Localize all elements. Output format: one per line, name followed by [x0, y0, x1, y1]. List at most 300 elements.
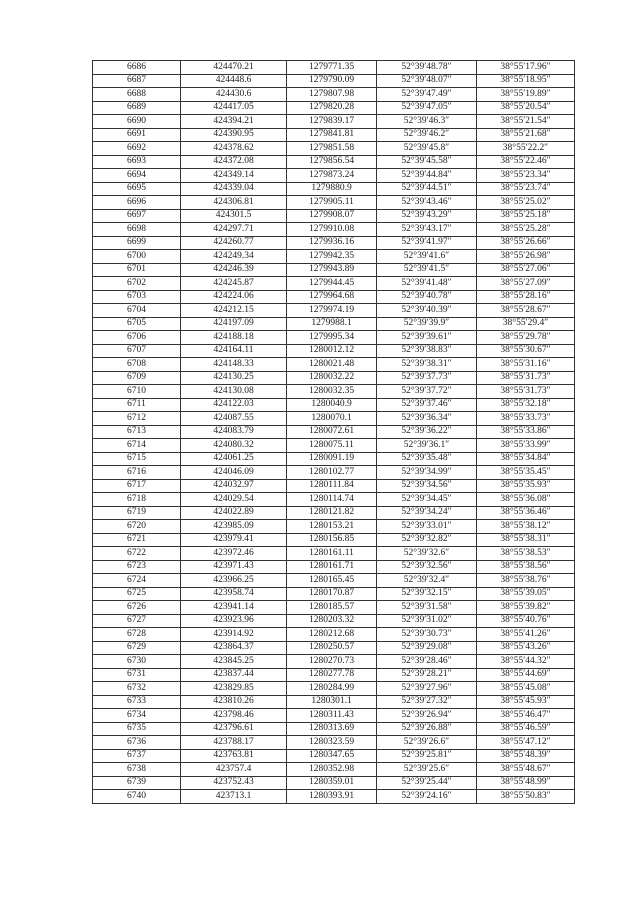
latitude-cell: 52°39′41.6″ — [377, 250, 477, 264]
latitude-cell: 52°39′32.15″ — [377, 587, 477, 601]
y-coordinate-cell: 1280091.19 — [287, 452, 377, 466]
longitude-cell: 38°55′39.05″ — [477, 587, 575, 601]
y-coordinate-cell: 1279839.17 — [287, 115, 377, 129]
y-coordinate-cell: 1280165.45 — [287, 574, 377, 588]
table-row — [93, 641, 575, 655]
latitude-cell: 52°39′25.6″ — [377, 763, 477, 777]
y-coordinate-cell: 1279974.19 — [287, 304, 377, 318]
table-row — [93, 88, 575, 102]
x-coordinate-cell: 423837.44 — [181, 668, 287, 682]
latitude-cell: 52°39′47.49″ — [377, 88, 477, 102]
y-coordinate-cell: 1280032.22 — [287, 371, 377, 385]
longitude-cell: 38°55′46.59″ — [477, 722, 575, 736]
y-coordinate-cell: 1280313.69 — [287, 722, 377, 736]
table-row — [93, 128, 575, 142]
longitude-cell: 38°55′26.98″ — [477, 250, 575, 264]
table-row — [93, 695, 575, 709]
longitude-cell: 38°55′45.08″ — [477, 682, 575, 696]
table-row — [93, 479, 575, 493]
point-number-cell: 6724 — [93, 574, 181, 588]
table-row — [93, 668, 575, 682]
y-coordinate-cell: 1280102.77 — [287, 466, 377, 480]
latitude-cell: 52°39′44.51″ — [377, 182, 477, 196]
table-row — [93, 101, 575, 115]
table-row — [93, 169, 575, 183]
point-number-cell: 6687 — [93, 74, 181, 88]
x-coordinate-cell: 424197.09 — [181, 317, 287, 331]
latitude-cell: 52°39′27.96″ — [377, 682, 477, 696]
y-coordinate-cell: 1279851.58 — [287, 142, 377, 156]
longitude-cell: 38°55′29.78″ — [477, 331, 575, 345]
latitude-cell: 52°39′40.78″ — [377, 290, 477, 304]
point-number-cell: 6735 — [93, 722, 181, 736]
table-row — [93, 236, 575, 250]
table-row — [93, 304, 575, 318]
point-number-cell: 6720 — [93, 520, 181, 534]
longitude-cell: 38°55′23.34″ — [477, 169, 575, 183]
x-coordinate-cell: 423979.41 — [181, 533, 287, 547]
x-coordinate-cell: 424130.08 — [181, 385, 287, 399]
y-coordinate-cell: 1280111.84 — [287, 479, 377, 493]
latitude-cell: 52°39′26.88″ — [377, 722, 477, 736]
point-number-cell: 6734 — [93, 709, 181, 723]
point-number-cell: 6707 — [93, 344, 181, 358]
longitude-cell: 38°55′44.32″ — [477, 655, 575, 669]
point-number-cell: 6717 — [93, 479, 181, 493]
table-row — [93, 628, 575, 642]
latitude-cell: 52°39′36.34″ — [377, 412, 477, 426]
latitude-cell: 52°39′48.07″ — [377, 74, 477, 88]
y-coordinate-cell: 1280185.57 — [287, 601, 377, 615]
latitude-cell: 52°39′39.61″ — [377, 331, 477, 345]
coordinate-table — [92, 60, 575, 804]
table-row — [93, 223, 575, 237]
latitude-cell: 52°39′32.82″ — [377, 533, 477, 547]
longitude-cell: 38°55′22.46″ — [477, 155, 575, 169]
longitude-cell: 38°55′44.69″ — [477, 668, 575, 682]
latitude-cell: 52°39′24.16″ — [377, 790, 477, 804]
y-coordinate-cell: 1279771.35 — [287, 61, 377, 75]
x-coordinate-cell: 424448.6 — [181, 74, 287, 88]
y-coordinate-cell: 1280203.32 — [287, 614, 377, 628]
point-number-cell: 6730 — [93, 655, 181, 669]
x-coordinate-cell: 424306.81 — [181, 196, 287, 210]
y-coordinate-cell: 1280114.74 — [287, 493, 377, 507]
latitude-cell: 52°39′30.73″ — [377, 628, 477, 642]
x-coordinate-cell: 424212.15 — [181, 304, 287, 318]
x-coordinate-cell: 423923.96 — [181, 614, 287, 628]
y-coordinate-cell: 1280250.57 — [287, 641, 377, 655]
x-coordinate-cell: 423829.85 — [181, 682, 287, 696]
latitude-cell: 52°39′28.21″ — [377, 668, 477, 682]
y-coordinate-cell: 1280021.48 — [287, 358, 377, 372]
longitude-cell: 38°55′33.86″ — [477, 425, 575, 439]
x-coordinate-cell: 423971.43 — [181, 560, 287, 574]
y-coordinate-cell: 1280156.85 — [287, 533, 377, 547]
latitude-cell: 52°39′28.46″ — [377, 655, 477, 669]
table-row — [93, 425, 575, 439]
x-coordinate-cell: 424430.6 — [181, 88, 287, 102]
latitude-cell: 52°39′29.08″ — [377, 641, 477, 655]
table-row — [93, 331, 575, 345]
point-number-cell: 6705 — [93, 317, 181, 331]
latitude-cell: 52°39′37.72″ — [377, 385, 477, 399]
longitude-cell: 38°55′28.67″ — [477, 304, 575, 318]
latitude-cell: 52°39′27.32″ — [377, 695, 477, 709]
y-coordinate-cell: 1279988.1 — [287, 317, 377, 331]
point-number-cell: 6713 — [93, 425, 181, 439]
table-row — [93, 115, 575, 129]
y-coordinate-cell: 1280277.78 — [287, 668, 377, 682]
x-coordinate-cell: 423763.81 — [181, 749, 287, 763]
y-coordinate-cell: 1280347.65 — [287, 749, 377, 763]
x-coordinate-cell: 424245.87 — [181, 277, 287, 291]
longitude-cell: 38°55′27.06″ — [477, 263, 575, 277]
table-row — [93, 587, 575, 601]
point-number-cell: 6719 — [93, 506, 181, 520]
table-row — [93, 709, 575, 723]
y-coordinate-cell: 1280352.98 — [287, 763, 377, 777]
latitude-cell: 52°39′45.58″ — [377, 155, 477, 169]
table-body — [93, 61, 575, 804]
x-coordinate-cell: 424164.11 — [181, 344, 287, 358]
longitude-cell: 38°55′38.76″ — [477, 574, 575, 588]
x-coordinate-cell: 424260.77 — [181, 236, 287, 250]
x-coordinate-cell: 423713.1 — [181, 790, 287, 804]
y-coordinate-cell: 1280301.1 — [287, 695, 377, 709]
longitude-cell: 38°55′50.83″ — [477, 790, 575, 804]
y-coordinate-cell: 1280359.01 — [287, 776, 377, 790]
point-number-cell: 6706 — [93, 331, 181, 345]
y-coordinate-cell: 1280121.82 — [287, 506, 377, 520]
y-coordinate-cell: 1279908.07 — [287, 209, 377, 223]
x-coordinate-cell: 424394.21 — [181, 115, 287, 129]
point-number-cell: 6725 — [93, 587, 181, 601]
longitude-cell: 38°55′38.12″ — [477, 520, 575, 534]
latitude-cell: 52°39′43.17″ — [377, 223, 477, 237]
table-row — [93, 520, 575, 534]
y-coordinate-cell: 1280270.73 — [287, 655, 377, 669]
x-coordinate-cell: 424339.04 — [181, 182, 287, 196]
latitude-cell: 52°39′36.1″ — [377, 439, 477, 453]
point-number-cell: 6736 — [93, 736, 181, 750]
table-row — [93, 412, 575, 426]
latitude-cell: 52°39′34.99″ — [377, 466, 477, 480]
point-number-cell: 6690 — [93, 115, 181, 129]
longitude-cell: 38°55′30.67″ — [477, 344, 575, 358]
point-number-cell: 6701 — [93, 263, 181, 277]
point-number-cell: 6738 — [93, 763, 181, 777]
table-row — [93, 142, 575, 156]
x-coordinate-cell: 424372.08 — [181, 155, 287, 169]
y-coordinate-cell: 1279905.11 — [287, 196, 377, 210]
x-coordinate-cell: 423796.61 — [181, 722, 287, 736]
latitude-cell: 52°39′26.6″ — [377, 736, 477, 750]
longitude-cell: 38°55′25.18″ — [477, 209, 575, 223]
x-coordinate-cell: 424148.33 — [181, 358, 287, 372]
x-coordinate-cell: 423985.09 — [181, 520, 287, 534]
longitude-cell: 38°55′21.68″ — [477, 128, 575, 142]
x-coordinate-cell: 424417.05 — [181, 101, 287, 115]
longitude-cell: 38°55′28.16″ — [477, 290, 575, 304]
table-row — [93, 182, 575, 196]
table-row — [93, 655, 575, 669]
longitude-cell: 38°55′32.18″ — [477, 398, 575, 412]
point-number-cell: 6704 — [93, 304, 181, 318]
point-number-cell: 6693 — [93, 155, 181, 169]
longitude-cell: 38°55′31.16″ — [477, 358, 575, 372]
longitude-cell: 38°55′25.28″ — [477, 223, 575, 237]
x-coordinate-cell: 424224.06 — [181, 290, 287, 304]
latitude-cell: 52°39′34.45″ — [377, 493, 477, 507]
longitude-cell: 38°55′36.46″ — [477, 506, 575, 520]
longitude-cell: 38°55′29.4″ — [477, 317, 575, 331]
table-row — [93, 61, 575, 75]
longitude-cell: 38°55′19.89″ — [477, 88, 575, 102]
point-number-cell: 6715 — [93, 452, 181, 466]
x-coordinate-cell: 423788.17 — [181, 736, 287, 750]
table-row — [93, 250, 575, 264]
point-number-cell: 6723 — [93, 560, 181, 574]
y-coordinate-cell: 1280170.87 — [287, 587, 377, 601]
y-coordinate-cell: 1280212.68 — [287, 628, 377, 642]
y-coordinate-cell: 1280012.12 — [287, 344, 377, 358]
y-coordinate-cell: 1279995.34 — [287, 331, 377, 345]
y-coordinate-cell: 1279841.81 — [287, 128, 377, 142]
point-number-cell: 6739 — [93, 776, 181, 790]
y-coordinate-cell: 1280070.1 — [287, 412, 377, 426]
x-coordinate-cell: 423864.37 — [181, 641, 287, 655]
x-coordinate-cell: 424061.25 — [181, 452, 287, 466]
y-coordinate-cell: 1279856.54 — [287, 155, 377, 169]
point-number-cell: 6716 — [93, 466, 181, 480]
longitude-cell: 38°55′31.73″ — [477, 385, 575, 399]
y-coordinate-cell: 1280032.35 — [287, 385, 377, 399]
latitude-cell: 52°39′38.83″ — [377, 344, 477, 358]
point-number-cell: 6732 — [93, 682, 181, 696]
table-row — [93, 722, 575, 736]
longitude-cell: 38°55′35.45″ — [477, 466, 575, 480]
longitude-cell: 38°55′39.82″ — [477, 601, 575, 615]
table-row — [93, 358, 575, 372]
latitude-cell: 52°39′32.4″ — [377, 574, 477, 588]
longitude-cell: 38°55′48.99″ — [477, 776, 575, 790]
y-coordinate-cell: 1279807.98 — [287, 88, 377, 102]
longitude-cell: 38°55′35.93″ — [477, 479, 575, 493]
y-coordinate-cell: 1279790.09 — [287, 74, 377, 88]
longitude-cell: 38°55′25.02″ — [477, 196, 575, 210]
latitude-cell: 52°39′46.3″ — [377, 115, 477, 129]
point-number-cell: 6714 — [93, 439, 181, 453]
point-number-cell: 6718 — [93, 493, 181, 507]
point-number-cell: 6691 — [93, 128, 181, 142]
longitude-cell: 38°55′33.73″ — [477, 412, 575, 426]
point-number-cell: 6722 — [93, 547, 181, 561]
x-coordinate-cell: 423941.14 — [181, 601, 287, 615]
table-row — [93, 682, 575, 696]
y-coordinate-cell: 1280040.9 — [287, 398, 377, 412]
point-number-cell: 6703 — [93, 290, 181, 304]
x-coordinate-cell: 424046.09 — [181, 466, 287, 480]
point-number-cell: 6699 — [93, 236, 181, 250]
point-number-cell: 6731 — [93, 668, 181, 682]
latitude-cell: 52°39′32.6″ — [377, 547, 477, 561]
x-coordinate-cell: 423798.46 — [181, 709, 287, 723]
latitude-cell: 52°39′34.56″ — [377, 479, 477, 493]
x-coordinate-cell: 424349.14 — [181, 169, 287, 183]
x-coordinate-cell: 424390.95 — [181, 128, 287, 142]
table-row — [93, 506, 575, 520]
point-number-cell: 6695 — [93, 182, 181, 196]
x-coordinate-cell: 423972.46 — [181, 547, 287, 561]
y-coordinate-cell: 1279936.16 — [287, 236, 377, 250]
table-row — [93, 533, 575, 547]
longitude-cell: 38°55′33.99″ — [477, 439, 575, 453]
table-row — [93, 439, 575, 453]
latitude-cell: 52°39′45.8″ — [377, 142, 477, 156]
latitude-cell: 52°39′32.56″ — [377, 560, 477, 574]
x-coordinate-cell: 423810.26 — [181, 695, 287, 709]
table-row — [93, 614, 575, 628]
latitude-cell: 52°39′36.22″ — [377, 425, 477, 439]
longitude-cell: 38°55′17.96″ — [477, 61, 575, 75]
point-number-cell: 6726 — [93, 601, 181, 615]
latitude-cell: 52°39′34.24″ — [377, 506, 477, 520]
longitude-cell: 38°55′31.73″ — [477, 371, 575, 385]
point-number-cell: 6688 — [93, 88, 181, 102]
y-coordinate-cell: 1280311.43 — [287, 709, 377, 723]
longitude-cell: 38°55′48.67″ — [477, 763, 575, 777]
point-number-cell: 6689 — [93, 101, 181, 115]
x-coordinate-cell: 424080.32 — [181, 439, 287, 453]
x-coordinate-cell: 423752.43 — [181, 776, 287, 790]
y-coordinate-cell: 1280072.61 — [287, 425, 377, 439]
table-row — [93, 574, 575, 588]
latitude-cell: 52°39′41.48″ — [377, 277, 477, 291]
table-row — [93, 763, 575, 777]
latitude-cell: 52°39′33.01″ — [377, 520, 477, 534]
point-number-cell: 6692 — [93, 142, 181, 156]
table-row — [93, 196, 575, 210]
latitude-cell: 52°39′38.31″ — [377, 358, 477, 372]
point-number-cell: 6702 — [93, 277, 181, 291]
x-coordinate-cell: 424022.89 — [181, 506, 287, 520]
point-number-cell: 6728 — [93, 628, 181, 642]
latitude-cell: 52°39′47.05″ — [377, 101, 477, 115]
table-row — [93, 749, 575, 763]
point-number-cell: 6729 — [93, 641, 181, 655]
table-row — [93, 263, 575, 277]
table-row — [93, 736, 575, 750]
table-row — [93, 277, 575, 291]
point-number-cell: 6712 — [93, 412, 181, 426]
longitude-cell: 38°55′38.31″ — [477, 533, 575, 547]
latitude-cell: 52°39′44.84″ — [377, 169, 477, 183]
x-coordinate-cell: 424297.71 — [181, 223, 287, 237]
y-coordinate-cell: 1280075.11 — [287, 439, 377, 453]
longitude-cell: 38°55′18.95″ — [477, 74, 575, 88]
x-coordinate-cell: 423845.25 — [181, 655, 287, 669]
table-row — [93, 398, 575, 412]
point-number-cell: 6710 — [93, 385, 181, 399]
x-coordinate-cell: 424470.21 — [181, 61, 287, 75]
latitude-cell: 52°39′43.46″ — [377, 196, 477, 210]
y-coordinate-cell: 1279944.45 — [287, 277, 377, 291]
y-coordinate-cell: 1280284.99 — [287, 682, 377, 696]
x-coordinate-cell: 424188.18 — [181, 331, 287, 345]
longitude-cell: 38°55′27.09″ — [477, 277, 575, 291]
latitude-cell: 52°39′48.78″ — [377, 61, 477, 75]
point-number-cell: 6697 — [93, 209, 181, 223]
latitude-cell: 52°39′37.46″ — [377, 398, 477, 412]
table-row — [93, 560, 575, 574]
latitude-cell: 52°39′39.9″ — [377, 317, 477, 331]
longitude-cell: 38°55′36.08″ — [477, 493, 575, 507]
latitude-cell: 52°39′46.2″ — [377, 128, 477, 142]
y-coordinate-cell: 1279943.89 — [287, 263, 377, 277]
x-coordinate-cell: 424130.25 — [181, 371, 287, 385]
table-row — [93, 452, 575, 466]
point-number-cell: 6700 — [93, 250, 181, 264]
latitude-cell: 52°39′41.97″ — [377, 236, 477, 250]
longitude-cell: 38°55′41.26″ — [477, 628, 575, 642]
table-row — [93, 493, 575, 507]
x-coordinate-cell: 424378.62 — [181, 142, 287, 156]
table-row — [93, 290, 575, 304]
table-row — [93, 344, 575, 358]
latitude-cell: 52°39′25.81″ — [377, 749, 477, 763]
point-number-cell: 6698 — [93, 223, 181, 237]
y-coordinate-cell: 1279964.68 — [287, 290, 377, 304]
longitude-cell: 38°55′26.66″ — [477, 236, 575, 250]
point-number-cell: 6686 — [93, 61, 181, 75]
x-coordinate-cell: 424249.34 — [181, 250, 287, 264]
y-coordinate-cell: 1280323.59 — [287, 736, 377, 750]
x-coordinate-cell: 423966.25 — [181, 574, 287, 588]
point-number-cell: 6733 — [93, 695, 181, 709]
longitude-cell: 38°55′22.2″ — [477, 142, 575, 156]
latitude-cell: 52°39′31.02″ — [377, 614, 477, 628]
y-coordinate-cell: 1279820.28 — [287, 101, 377, 115]
longitude-cell: 38°55′38.56″ — [477, 560, 575, 574]
y-coordinate-cell: 1280153.21 — [287, 520, 377, 534]
y-coordinate-cell: 1279873.24 — [287, 169, 377, 183]
longitude-cell: 38°55′40.76″ — [477, 614, 575, 628]
x-coordinate-cell: 424032.97 — [181, 479, 287, 493]
point-number-cell: 6737 — [93, 749, 181, 763]
latitude-cell: 52°39′41.5″ — [377, 263, 477, 277]
table-row — [93, 790, 575, 804]
point-number-cell: 6727 — [93, 614, 181, 628]
x-coordinate-cell: 424122.03 — [181, 398, 287, 412]
table-row — [93, 155, 575, 169]
longitude-cell: 38°55′38.53″ — [477, 547, 575, 561]
x-coordinate-cell: 424083.79 — [181, 425, 287, 439]
point-number-cell: 6709 — [93, 371, 181, 385]
y-coordinate-cell: 1279910.08 — [287, 223, 377, 237]
point-number-cell: 6740 — [93, 790, 181, 804]
x-coordinate-cell: 424301.5 — [181, 209, 287, 223]
longitude-cell: 38°55′48.39″ — [477, 749, 575, 763]
table-row — [93, 371, 575, 385]
latitude-cell: 52°39′37.73″ — [377, 371, 477, 385]
point-number-cell: 6696 — [93, 196, 181, 210]
longitude-cell: 38°55′34.84″ — [477, 452, 575, 466]
x-coordinate-cell: 424029.54 — [181, 493, 287, 507]
y-coordinate-cell: 1280393.91 — [287, 790, 377, 804]
x-coordinate-cell: 423757.4 — [181, 763, 287, 777]
longitude-cell: 38°55′20.54″ — [477, 101, 575, 115]
